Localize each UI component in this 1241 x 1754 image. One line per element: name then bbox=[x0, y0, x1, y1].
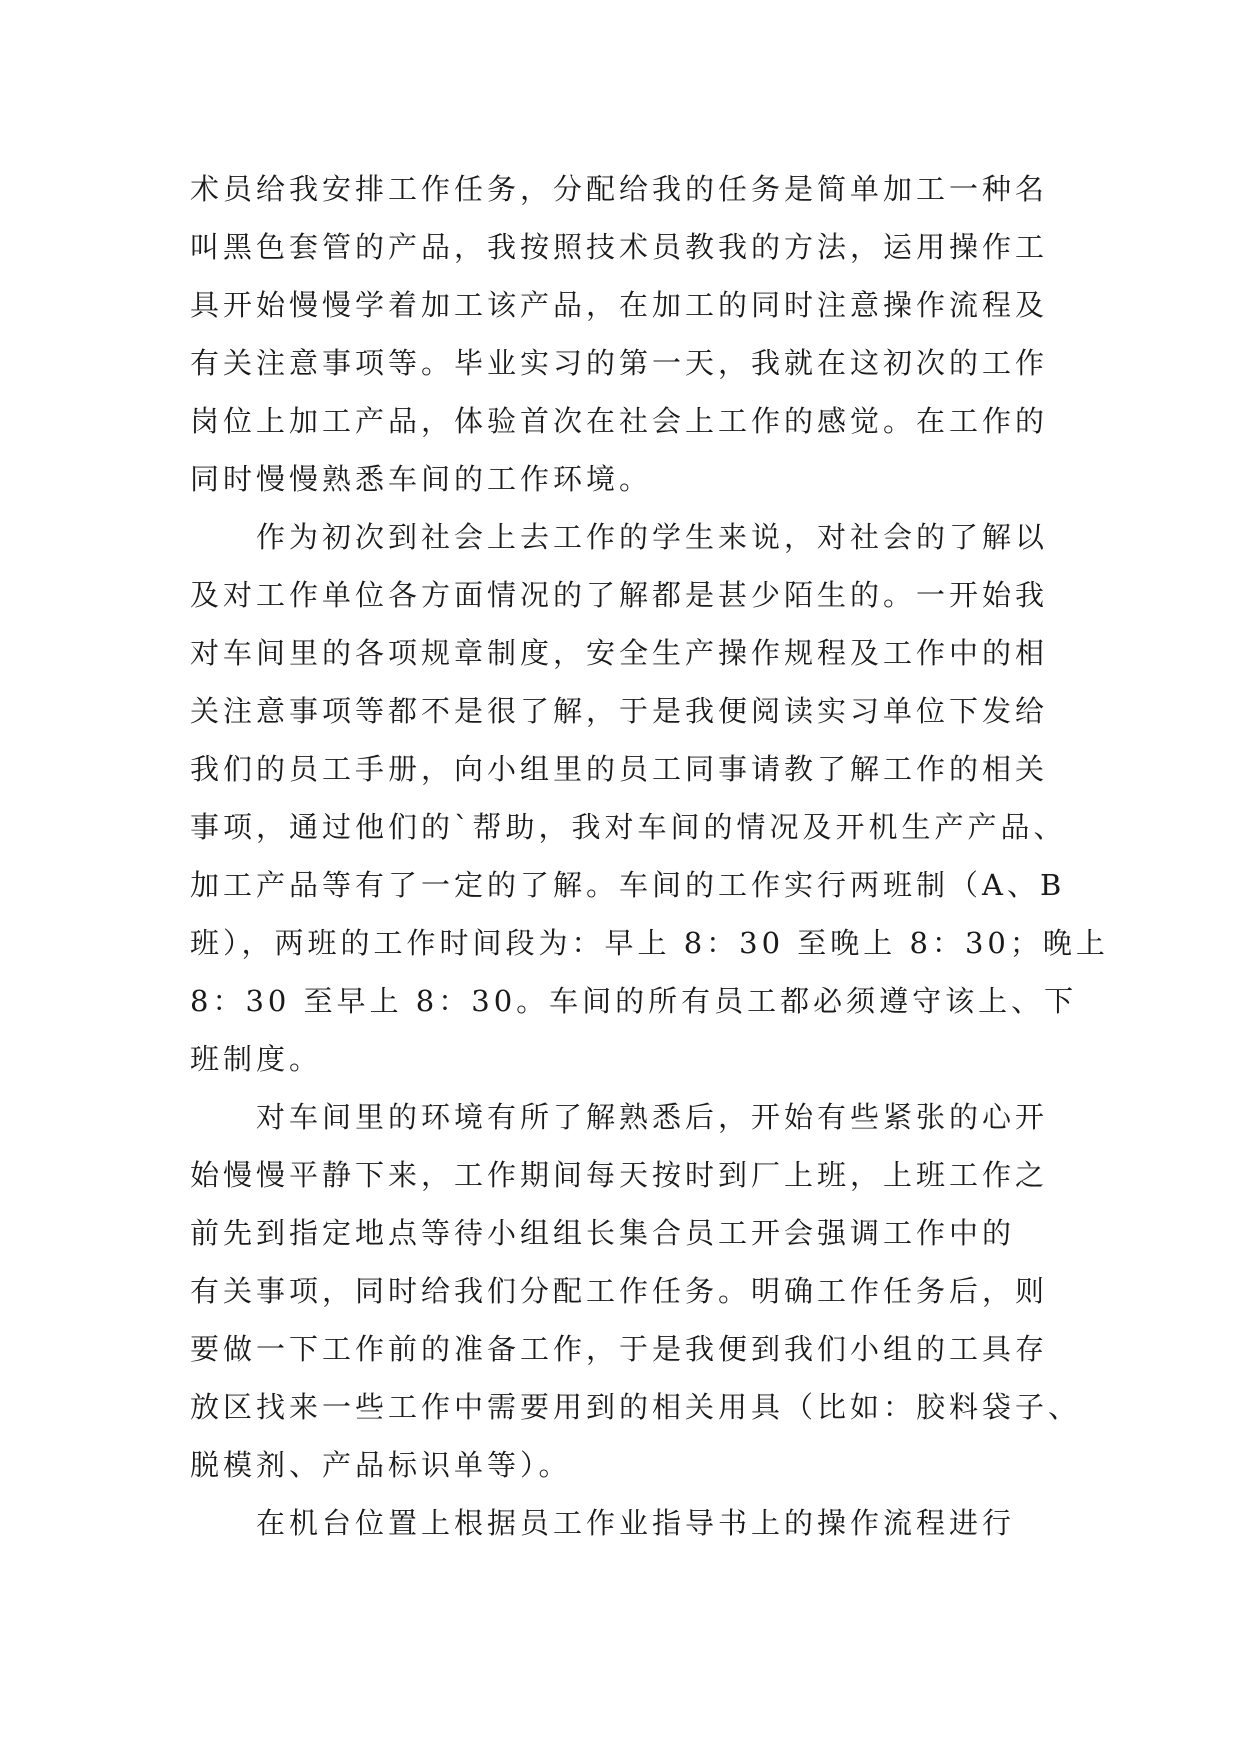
text-line: 放区找来一些工作中需要用到的相关用具（比如：胶料袋子、 bbox=[190, 1390, 1082, 1424]
text-line: 班制度。 bbox=[190, 1042, 323, 1076]
text-line: 8：30 至早上 8：30。车间的所有员工都必须遵守该上、下 bbox=[190, 984, 1078, 1018]
text-line: 前先到指定地点等待小组组长集合员工开会强调工作中的 bbox=[190, 1216, 1016, 1250]
text-line: 有关注意事项等。毕业实习的第一天，我就在这初次的工作 bbox=[190, 346, 1049, 380]
text-line: 要做一下工作前的准备工作，于是我便到我们小组的工具存 bbox=[190, 1332, 1049, 1366]
text-line: 班），两班的工作时间段为：早上 8：30 至晚上 8：30；晚上 bbox=[190, 926, 1109, 960]
text-line: 关注意事项等都不是很了解，于是我便阅读实习单位下发给 bbox=[190, 694, 1049, 728]
text-line: 加工产品等有了一定的了解。车间的工作实行两班制（A、B bbox=[190, 868, 1066, 902]
paragraph-start-line: 作为初次到社会上去工作的学生来说，对社会的了解以 bbox=[256, 520, 1049, 554]
paragraph-start-line: 对车间里的环境有所了解熟悉后，开始有些紧张的心开 bbox=[256, 1100, 1049, 1134]
text-line: 始慢慢平静下来，工作期间每天按时到厂上班，上班工作之 bbox=[190, 1158, 1049, 1192]
text-line: 及对工作单位各方面情况的了解都是甚少陌生的。一开始我 bbox=[190, 578, 1049, 612]
text-line: 脱模剂、产品标识单等）。 bbox=[190, 1448, 572, 1482]
text-line: 同时慢慢熟悉车间的工作环境。 bbox=[190, 462, 653, 496]
text-line: 叫黑色套管的产品，我按照技术员教我的方法，运用操作工 bbox=[190, 230, 1049, 264]
text-line: 有关事项，同时给我们分配工作任务。明确工作任务后，则 bbox=[190, 1274, 1049, 1308]
text-line: 我们的员工手册，向小组里的员工同事请教了解工作的相关 bbox=[190, 752, 1049, 786]
text-line: 岗位上加工产品，体验首次在社会上工作的感觉。在工作的 bbox=[190, 404, 1049, 438]
paragraph-start-line: 在机台位置上根据员工作业指导书上的操作流程进行 bbox=[256, 1506, 1016, 1540]
text-line: 术员给我安排工作任务，分配给我的任务是简单加工一种名 bbox=[190, 172, 1049, 206]
text-line: 事项，通过他们的`帮助，我对车间的情况及开机生产产品、 bbox=[190, 810, 1067, 844]
body-text bbox=[190, 160, 1109, 1552]
text-line: 具开始慢慢学着加工该产品，在加工的同时注意操作流程及 bbox=[190, 288, 1049, 322]
text-line: 对车间里的各项规章制度，安全生产操作规程及工作中的相 bbox=[190, 636, 1049, 670]
